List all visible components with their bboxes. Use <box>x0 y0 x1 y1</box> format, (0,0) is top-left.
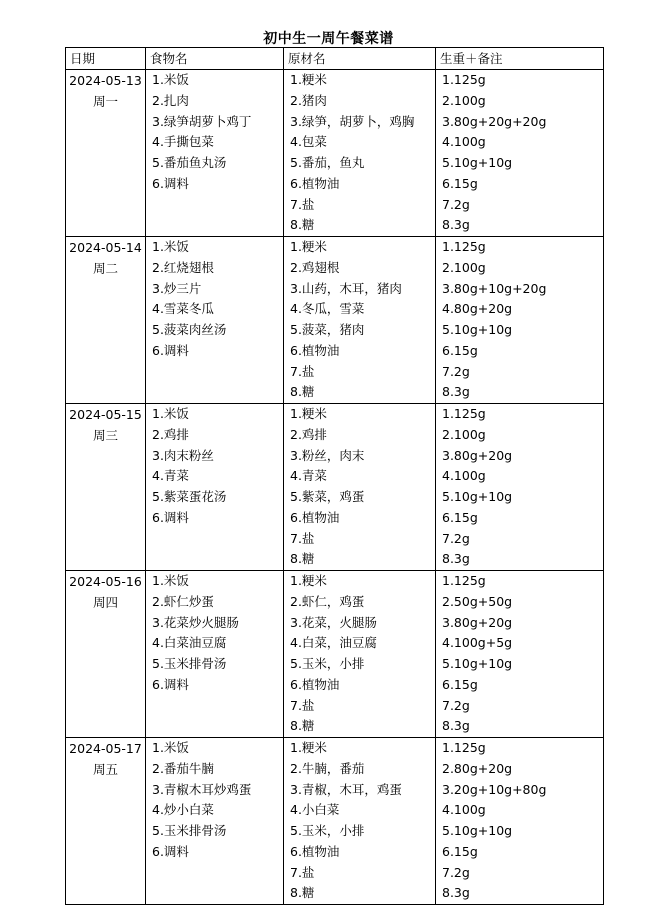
raw-item: 3.粉丝，肉末 <box>290 447 365 463</box>
raw-item: 5.番茄，鱼丸 <box>290 155 365 170</box>
food-item: 4.炒小白菜 <box>152 802 214 818</box>
raw-item: 4.小白菜 <box>290 802 340 818</box>
weekday-text: 周一 <box>92 94 118 109</box>
food-item <box>146 549 283 570</box>
food-item <box>146 696 283 717</box>
food-item: 2.鸡排 <box>152 426 189 442</box>
raw-item: 5.玉米，小排 <box>290 656 365 671</box>
header-food: 食物名 <box>146 48 284 70</box>
date-text: 2024-05-14 <box>69 240 142 255</box>
weekday-text: 周二 <box>92 261 118 276</box>
raw-item: 8.糖 <box>290 885 315 901</box>
food-item: 1.米饭 <box>152 406 189 421</box>
raw-item: 1.粳米 <box>290 740 327 755</box>
note-item: 8.3g <box>442 384 470 400</box>
food-cell <box>146 571 284 738</box>
raw-cell <box>284 404 436 571</box>
food-item: 1.米饭 <box>152 239 189 254</box>
food-item: 5.玉米排骨汤 <box>152 656 227 671</box>
raw-cell <box>284 237 436 404</box>
table-row <box>66 571 604 738</box>
raw-item: 1.粳米 <box>290 406 327 421</box>
note-item: 1.125g <box>442 239 486 254</box>
note-item: 5.10g+10g <box>442 656 513 671</box>
food-item: 2.红烧翅根 <box>152 259 214 275</box>
food-item <box>146 195 283 216</box>
note-item: 6.15g <box>442 175 478 191</box>
food-item: 6.调料 <box>152 676 189 692</box>
raw-cell <box>284 70 436 237</box>
note-item: 8.3g <box>442 718 470 734</box>
note-item: 2.100g <box>442 92 486 108</box>
note-item: 1.125g <box>442 573 486 588</box>
raw-item: 8.糖 <box>290 217 315 233</box>
raw-item: 6.植物油 <box>290 175 340 191</box>
note-item: 3.20g+10g+80g <box>442 781 547 797</box>
raw-item: 2.鸡翅根 <box>290 259 340 275</box>
food-item: 6.调料 <box>152 342 189 358</box>
raw-item: 7.盐 <box>290 864 315 880</box>
food-item: 5.紫菜蛋花汤 <box>152 489 227 504</box>
raw-item: 1.粳米 <box>290 239 327 254</box>
food-item: 4.手撕包菜 <box>152 134 214 150</box>
note-item: 1.125g <box>442 72 486 87</box>
food-item: 5.玉米排骨汤 <box>152 823 227 838</box>
note-cell <box>436 571 604 738</box>
food-item <box>146 529 283 550</box>
raw-item: 2.虾仁，鸡蛋 <box>290 593 365 609</box>
note-item: 7.2g <box>442 864 470 880</box>
food-item: 2.虾仁炒蛋 <box>152 593 214 609</box>
note-item: 7.2g <box>442 697 470 713</box>
raw-item: 3.山药，木耳，猪肉 <box>290 280 402 296</box>
note-item: 6.15g <box>442 676 478 692</box>
note-item: 2.50g+50g <box>442 593 513 609</box>
note-cell <box>436 70 604 237</box>
food-item: 1.米饭 <box>152 740 189 755</box>
date-cell <box>66 70 146 237</box>
raw-item: 7.盐 <box>290 196 315 212</box>
food-item: 3.青椒木耳炒鸡蛋 <box>152 781 252 797</box>
date-text: 2024-05-13 <box>69 73 142 88</box>
date-cell <box>66 738 146 905</box>
food-item: 6.调料 <box>152 509 189 525</box>
note-item: 1.125g <box>442 406 486 421</box>
food-cell <box>146 70 284 237</box>
food-item: 6.调料 <box>152 843 189 859</box>
note-item: 2.80g+20g <box>442 760 513 776</box>
weekday-text: 周四 <box>92 595 118 610</box>
menu-body <box>66 70 604 905</box>
raw-item: 6.植物油 <box>290 509 340 525</box>
note-item: 8.3g <box>442 551 470 567</box>
raw-item: 6.植物油 <box>290 342 340 358</box>
lunch-menu-table <box>65 47 604 905</box>
date-text: 2024-05-15 <box>69 407 142 422</box>
note-item: 7.2g <box>442 196 470 212</box>
raw-cell <box>284 571 436 738</box>
note-item: 5.10g+10g <box>442 489 513 504</box>
note-item: 6.15g <box>442 509 478 525</box>
raw-item: 4.冬瓜，雪菜 <box>290 301 365 317</box>
raw-item: 8.糖 <box>290 384 315 400</box>
note-item: 3.80g+20g+20g <box>442 113 547 129</box>
note-item: 4.100g <box>442 134 486 150</box>
food-cell <box>146 237 284 404</box>
note-item: 4.100g <box>442 468 486 484</box>
raw-item: 3.花菜，火腿肠 <box>290 614 377 630</box>
food-item: 5.菠菜肉丝汤 <box>152 322 227 337</box>
raw-item: 5.菠菜，猪肉 <box>290 322 365 337</box>
food-item: 6.调料 <box>152 175 189 191</box>
date-cell <box>66 404 146 571</box>
raw-item: 7.盐 <box>290 697 315 713</box>
food-item: 2.番茄牛腩 <box>152 760 214 776</box>
food-item <box>146 382 283 403</box>
food-item <box>146 362 283 383</box>
table-row <box>66 738 604 905</box>
raw-item: 7.盐 <box>290 530 315 546</box>
food-item: 4.青菜 <box>152 468 189 484</box>
raw-item: 8.糖 <box>290 551 315 567</box>
raw-item: 4.青菜 <box>290 468 327 484</box>
food-cell <box>146 404 284 571</box>
note-item: 5.10g+10g <box>442 155 513 170</box>
food-item: 4.雪菜冬瓜 <box>152 301 214 317</box>
raw-item: 2.猪肉 <box>290 92 327 108</box>
note-item: 2.100g <box>442 426 486 442</box>
note-item: 4.100g+5g <box>442 635 513 651</box>
raw-item: 1.粳米 <box>290 573 327 588</box>
date-cell <box>66 237 146 404</box>
raw-item: 5.紫菜，鸡蛋 <box>290 489 365 504</box>
raw-item: 2.牛腩，番茄 <box>290 760 365 776</box>
food-item: 4.白菜油豆腐 <box>152 635 227 651</box>
raw-cell <box>284 738 436 905</box>
raw-item: 6.植物油 <box>290 676 340 692</box>
note-item: 4.80g+20g <box>442 301 513 317</box>
header-date: 日期 <box>66 48 146 70</box>
date-cell <box>66 571 146 738</box>
note-item: 7.2g <box>442 530 470 546</box>
note-item: 2.100g <box>442 259 486 275</box>
raw-item: 3.青椒，木耳，鸡蛋 <box>290 781 402 797</box>
note-item: 3.80g+20g <box>442 614 513 630</box>
raw-item: 7.盐 <box>290 363 315 379</box>
food-item <box>146 215 283 236</box>
note-cell <box>436 404 604 571</box>
note-item: 6.15g <box>442 342 478 358</box>
food-item: 5.番茄鱼丸汤 <box>152 155 227 170</box>
food-item <box>146 863 283 884</box>
raw-item: 4.包菜 <box>290 134 327 150</box>
food-item: 3.绿笋胡萝卜鸡丁 <box>152 113 252 129</box>
table-row <box>66 404 604 571</box>
food-item: 3.炒三片 <box>152 280 202 296</box>
note-item: 3.80g+10g+20g <box>442 280 547 296</box>
raw-item: 4.白菜，油豆腐 <box>290 635 377 651</box>
header-row <box>66 48 604 70</box>
page-title: 初中生一周午餐菜谱 <box>263 31 394 47</box>
raw-item: 1.粳米 <box>290 72 327 87</box>
note-item: 7.2g <box>442 363 470 379</box>
note-item: 4.100g <box>442 802 486 818</box>
food-item: 1.米饭 <box>152 573 189 588</box>
food-item: 1.米饭 <box>152 72 189 87</box>
food-cell <box>146 738 284 905</box>
header-note: 生重＋备注 <box>436 48 604 70</box>
raw-item: 8.糖 <box>290 718 315 734</box>
note-cell <box>436 738 604 905</box>
food-item <box>146 716 283 737</box>
raw-item: 3.绿笋，胡萝卜，鸡胸 <box>290 113 415 129</box>
date-text: 2024-05-17 <box>69 741 142 756</box>
note-item: 5.10g+10g <box>442 322 513 337</box>
note-item: 8.3g <box>442 217 470 233</box>
note-item: 3.80g+20g <box>442 447 513 463</box>
food-item: 3.花菜炒火腿肠 <box>152 614 239 630</box>
note-item: 6.15g <box>442 843 478 859</box>
food-item: 2.扎肉 <box>152 92 189 108</box>
raw-item: 5.玉米，小排 <box>290 823 365 838</box>
raw-item: 6.植物油 <box>290 843 340 859</box>
header-raw: 原材名 <box>284 48 436 70</box>
raw-item: 2.鸡排 <box>290 426 327 442</box>
food-item: 3.肉末粉丝 <box>152 447 214 463</box>
note-item: 1.125g <box>442 740 486 755</box>
table-row <box>66 70 604 237</box>
weekday-text: 周五 <box>92 762 118 777</box>
note-cell <box>436 237 604 404</box>
note-item: 8.3g <box>442 885 470 901</box>
food-item <box>146 883 283 904</box>
table-row <box>66 237 604 404</box>
date-text: 2024-05-16 <box>69 574 142 589</box>
note-item: 5.10g+10g <box>442 823 513 838</box>
weekday-text: 周三 <box>92 428 118 443</box>
